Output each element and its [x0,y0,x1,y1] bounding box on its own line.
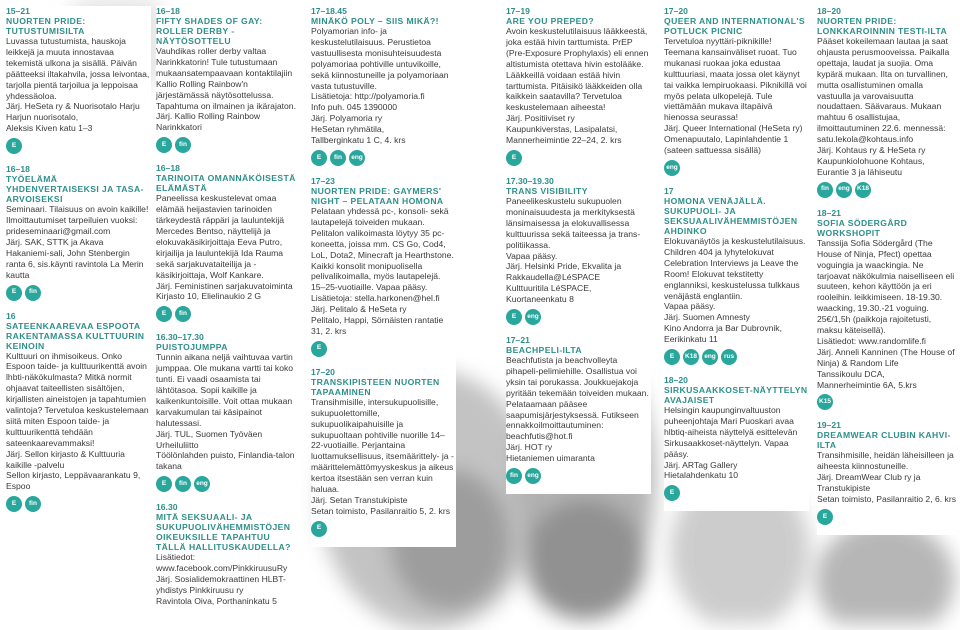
event-item [311,176,456,357]
event-item [817,208,957,411]
language-badge: E [664,349,680,365]
language-badge: E [156,476,172,492]
event-title: TARINOITA OMANNÄKÖISESTÄ ELÄMÄSTÄ [156,173,296,194]
language-badge: eng [349,150,365,166]
event-item [156,163,301,322]
event-description: Helsingin kaupunginvaltuuston puheenjohtaja Mari Puoskari avaa hlbtiq-aiheista näyttelyä esittelevän Sirkusaakkoset-näyttelyn. Vapaa pääsy. Järj. ARTag Gallery Hietalahdenkatu 10 [664,405,798,481]
program-column-2 [156,6,301,617]
language-badges [664,485,809,501]
event-header [156,6,301,46]
event-title: SOFIA SÖDERGÅRD WORKSHOPIT [817,217,908,238]
event-item [817,6,957,198]
language-badges [311,150,456,166]
event-item [664,375,809,501]
language-badge: E [311,521,327,537]
language-badge: fin [817,182,833,198]
language-badge: fin [25,496,41,512]
event-item [156,6,301,153]
language-badge: fin [25,285,41,301]
event-header [817,6,957,36]
language-badge: K15 [817,394,833,410]
event-title: TRANS VISIBILITY [506,185,588,196]
language-badge: fin [330,150,346,166]
language-badges [311,341,456,357]
event-description: Seminaari. Tilaisuus on avoin kaikille! Ilmoittautumiset tarpeiluien vuoksi: prideseminaari@gmail.com Järj. SAK, STTK ja Akava Hakaniemi-sali, John Stenbergin ranta 6, sis.käynti ravintola La Merin kautta [6,204,149,280]
event-header [664,375,809,405]
language-badges [817,509,957,525]
event-header [311,176,456,206]
event-time: 17–20 [664,6,688,16]
event-description: Tervetuloa nyyttäri-piknikille! Teemana kansainväliset ruoat. Tuo mukanasi ruokaa joka edustaa kulttuuriasi, maata jossa olet käynyt tai vaikka lempiruokaasi. Piknikillä voi myös pelata ulkopelejä. Tule viettämään mukava iltapäivä hienossa seurassa! Järj. Queer International (HeSeta ry) Omenapuutalo, Lapinlahdentie 1 (sateen sattuessa sisällä) [664,36,807,156]
event-title: ARE YOU PREPED? [506,16,594,26]
event-header [506,6,651,26]
event-time: 16.30 [156,502,178,513]
language-badges [817,182,957,198]
event-title: DREAMWEAR CLUBIN KAHVI-ILTA [817,430,951,451]
event-description: Beachfutista ja beachvolleyta pihapeli-pelimiehille. Osallistua voi yksin tai porukassa. Joukkuejakoja pyritään tekemään toiveiden mukaan. Pelataamaan pääsee saapumisjärjestyksessä. Futikseen ennakkoilmoittautuminen: beachfutis@hot.fi Järj. HOT ry Hietaniemen uimaranta [506,355,649,464]
language-badge: fin [506,468,522,484]
language-badge: fin [175,306,191,322]
language-badges [311,521,456,537]
program-column-3 [311,6,456,547]
language-badge: fin [175,476,191,492]
program-column-1 [6,6,151,522]
language-badges [6,138,151,154]
event-description: Transihmisille, heidän läheisilleen ja aiheesta kiinnostuneille. Järj. DreamWear Club ry ja Transtukipiste Setan toimisto, Pasilanraitio 2, 6. krs [817,450,956,505]
event-title: PUISTOJUMPPA [156,342,228,353]
event-description: Elokuvanäytös ja keskustelutilaisuus. Children 404 ja lyhytelokuvat Celebration Interviews ja Leave the Room! Elokuvat tekstitetty englanniksi, keskustelussa tulkkaus venäjästä englantiin. Vapaa pääsy. Järj. Suomen Amnesty Kino Andorra ja Bar Dubrovnik, Eerikinkatu 11 [664,235,806,345]
event-header [6,164,151,204]
language-badge: K18 [683,349,699,365]
event-time: 17.30–19.30 [506,175,554,186]
event-title: MINÄKÖ POLY – SIIS MIKÄ?! [311,16,439,26]
event-description: Paneelikeskustelu sukupuolen moninaisuudesta ja merkityksestä länsimaisessa ja elokuvallisessa kulttuurissa sekä taiteessa ja trans-politiikassa. Vapaa pääsy. Järj. Helsinki Pride, Ekvalita ja Rakkaudella@LéSPACE Kulttuuritila LéSPACE, Kuortaneenkatu 8 [506,195,641,305]
event-header [156,332,301,352]
language-badge: K18 [855,182,871,198]
language-badges [664,160,809,176]
event-title: NUORTEN PRIDE: LONKKAROINNIN TESTI-ILTA [817,16,948,36]
event-time: 17–18.45 [311,6,347,16]
language-badge: eng [836,182,852,198]
event-description: Luvassa tutustumista, hauskoja leikkejä ja muuta innostavaa tekemistä ulkona ja sisällä. Päivän päätteeksi iltakahvila, jossa leivontaa, tarjolla pientä tarjoilua ja leppoisaa yhdessäoloa. Järj. HeSeta ry & Nuorisotalo Harju Harjun nuorisotalo, Aleksis Kiven katu 1–3 [6,36,150,134]
event-time: 16.30–17.30 [156,332,204,343]
event-item [156,502,301,607]
event-header [311,6,456,26]
event-title: SATEENKAAREVAA ESPOOTA RAKENTAMASSA KULTTUURIN KEINOIN [6,320,145,351]
event-time: 17 [664,185,674,196]
event-header [6,6,151,36]
language-badge: E [156,306,172,322]
program-column-4 [506,6,651,494]
event-title: NUORTEN PRIDE: TUTUSTUMISILTA [6,16,86,36]
event-description: Pelataan yhdessä pc-, konsoli- sekä lautapelejä toiveiden mukaan. Pelitalon valikoimasta löytyy 35 pc-koneetta, joissa mm. CS Go, Cod4, LoL, Dota2, Minecraft ja Hearthstone. Kaikki konsolit monipuolisella pelivalikoimalla, myös lautapelejä. 15–25-vuotiaille. Vapaa pääsy. Lisätietoja: stella.harkonen@hel.fi Järj. Pelitalo & HeSeta ry Pelitalo, Happi, Sörnäisten rantatie 31, 2. krs [311,205,454,336]
event-header [817,208,957,238]
event-header [506,176,651,196]
event-item [156,332,301,492]
event-title: FIFTY SHADES OF GAY: ROLLER DERBY -NÄYTÖSOTTELU [156,16,263,46]
event-time: 16–18 [6,164,30,175]
event-header [311,367,456,397]
language-badge: eng [664,160,680,176]
event-description: Paneelissa keskustelevat omaa elämää heijastavien tarinoiden tärkeydestä räppäri ja lauluntekijä Mercedes Bentso, näyttelijä ja elokuvakäsikirjoittaja Eeva Putro, kirjailija ja lauluntekijä Ida Rauma sekä sarjakuvataiteilija ja -käsikirjoittaja, Wolf Kankare. Järj. Feministinen sarjakuvatoiminta Kirjasto 10, Elielinaukio 2 G [156,193,293,302]
event-time: 16–18 [156,163,180,174]
event-description: Tanssija Sofia Södergård (The House of Ninja, Pfect) opettaa voguingia ja waackingia. Ne tarjoavat näkökulmia naiselliseen eli suuteen, kehon käyttöön ja eri rooleihin. leikkimiseen. 18-19.30. waacking, 19.30.-21 voguing. 25€/1,5h (paikkoja rajoitetusti, maksu käteisellä). Lisätiedot: www.randomlife.fi Järj. Anneli Kanninen (The House of Ninja) & Random Life Tanssikoulu DCA, Mannerheimintie 6A, 5.krs [817,237,955,390]
event-item [664,186,809,365]
language-badges [6,496,151,512]
event-description: Vauhdikas roller derby valtaa Narinkkatorin! Tule tutustumaan mukaansatempaavaan kontaktilajiin Kallio Rolling Rainbow'n järjestämässä näytösottelussa. Tapahtuma on ilmainen ja ikärajaton. Järj. Kallio Rolling Rainbow Narinkkatori [156,46,296,133]
language-badge: eng [525,309,541,325]
language-badge: eng [525,468,541,484]
event-description: Lisätiedot: www.facebook.com/PinkkiruusuRy Järj. Sosialidemokraattinen HLBT-yhdistys Pinkkiruusu ry Ravintola Oiva, Porthaninkatu 5 [156,552,288,606]
language-badges [506,468,651,484]
event-item [6,164,151,300]
language-badges [156,137,301,153]
language-badge: E [664,485,680,501]
event-header [817,420,957,450]
language-badge: E [6,496,22,512]
event-title: TYÖELÄMÄ YHDENVERTAISEKSI JA TASA-ARVOISEKSI [6,174,144,205]
language-badge: E [506,309,522,325]
event-item [664,6,809,176]
event-title: NUORTEN PRIDE: GAYMERS' NIGHT – PELATAAN HOMONA [311,185,444,206]
event-header [664,6,809,36]
language-badges [6,285,151,301]
event-description: Tunnin aikana neljä vaihtuvaa vartin jumppaa. Ole mukana vartti tai koko tunti. Ei vaadi osaamista tai lähtötasoa. Sopii kaikille ja kaikenkuntoisille. Voit ottaa mukaan karvakumulan tai käsipainot halutessasi. Järj. TUL, Suomen Työväen Urheiluliitto Töölönlahden puisto, Finlandia-talon takana [156,352,295,472]
language-badge: fin [175,137,191,153]
event-time: 17–19 [506,6,530,16]
program-column-6 [817,6,957,535]
event-title: MITÄ SEKSUAALI- JA SUKUPUOLIVÄHEMMISTÖJEN OIKEUKSILLE TAPAHTUU TÄLLÄ HALLITUSKAUDELLA? [156,512,291,553]
event-time: 19–21 [817,420,841,431]
event-header [664,186,809,236]
event-time: 15–21 [6,6,30,16]
event-header [156,163,301,193]
event-item [506,6,651,166]
language-badge: E [311,150,327,166]
event-header [156,502,301,552]
event-title: TRANSKIPISTEEN NUORTEN TAPAAMINEN [311,376,440,397]
event-title: BEACHPELI-ILTA [506,345,582,356]
language-badge: E [6,138,22,154]
event-time: 17–21 [506,335,530,346]
language-badge: eng [702,349,718,365]
event-item [817,420,957,525]
language-badges [506,150,651,166]
event-item [506,335,651,484]
event-description: Pääset kokeilemaan lautaa ja saat ohjausta perusmooveissa. Paikalla opettaja, laudat ja suojia. Oma kypärä mukaan. Ilta on turvallinen, mutta osallistuminen omalla vastuulla ja varovaisuutta noudattaen. Säävaraus. Mukaan mahtuu 6 osallistujaa, ilmoittautuminen 22.6. mennessä: satu.lekola@kohtaus.info Järj. Kohtaus ry & HeSeta ry Kaupunkiolohuone Kohtaus, Eurantie 3 ja lähiseutu [817,36,950,177]
event-title: QUEER AND INTERNATIONAL'S POTLUCK PICNIC [664,16,805,36]
event-header [6,311,151,351]
event-item [6,311,151,513]
language-badges [156,476,301,492]
event-item [506,176,651,325]
program-column-5 [664,6,809,511]
language-badge: E [156,137,172,153]
event-item [6,6,151,154]
event-item [311,6,456,166]
event-description: Polyamorian info- ja keskustelutilaisuus. Perustietoa vastuullisesta monisuhteisuudesta polyamoriaa pohtiville untuvikoille, sekä kiinnostuneille ja polyamoriaan vasta tutustuville. Lisätietoja: http://polyamoria.fi Info puh. 045 1390000 Järj. Polyamoria ry HeSetan ryhmätila, Tallberginkatu 1 C, 4. krs [311,26,449,146]
event-time: 16 [6,310,16,321]
language-badge: eng [194,476,210,492]
language-badge: E [311,341,327,357]
language-badges [156,306,301,322]
event-time: 18–21 [817,207,841,218]
event-time: 16–18 [156,6,180,16]
language-badge: rus [721,349,737,365]
event-item [311,367,456,537]
event-time: 17–20 [311,366,335,377]
event-time: 18–20 [664,375,688,386]
language-badge: E [6,285,22,301]
language-badges [817,394,957,410]
language-badge: E [506,150,522,166]
event-description: Avoin keskustelutilaisuus lääkkeestä, joka estää hivin tarttumista. PrEP (Pre-Exposure Prophylaxis) eli ennen altistumista otettava hivin estolääke. Lääkkeillä voidaan estää hivin tarttumista. Pitäisikö lääkkeiden olla kaikkein saatavilla? Tervetuloa keskustelemaan aiheesta! Järj. Positiiviset ry Kaupunkiverstas, Lasipalatsi, Mannerheimintie 22–24, 2. krs [506,26,649,146]
event-time: 17–23 [311,175,335,186]
language-badges [664,349,809,365]
event-title: HOMONA VENÄJÄLLÄ. SUKUPUOLI- JA SEKSUAALIVÄHEMMISTÖJEN AHDINKO [664,195,798,236]
event-title: SIRKUSAAKKOSET-NÄYTTELYN AVAJAISET [664,385,808,406]
event-description: Transihmisille, intersukupuolisille, sukupuolettomille, sukupuolikaipahuisille ja sukupuoltaan pohtiville nuorille 14–22-vuotiaille. Perjantaina luottamuksellisuus, itsemäärittely- ja -määrittelemättömyyskeskus ja aikeus kertoa itsestään sen verran kuin haluaa. Järj. Setan Transtukipiste Setan toimisto, Pasilanraitio 5, 2. krs [311,396,454,516]
event-description: Kulttuuri on ihmisoikeus. Onko Espoon taide- ja kulttuurikenttä avoin lhbti-näkökulmasta? Mitkä normit ohjaavat taiteellisten sisältöjen, kirjallisten aineistojen ja tapahtumien valintoja? Tervetuloa keskustelemaan siitä miten Espoon taide- ja kulttuurikenttä tehdään sateenkaarevammaksi! Järj. Sellon kirjasto & Kulttuuria kaikille -palvelu Sellon kirjasto, Leppävaarankatu 9, Espoo [6,350,149,492]
language-badges [506,309,651,325]
language-badge: E [817,509,833,525]
event-time: 18–20 [817,6,841,16]
event-header [506,335,651,355]
